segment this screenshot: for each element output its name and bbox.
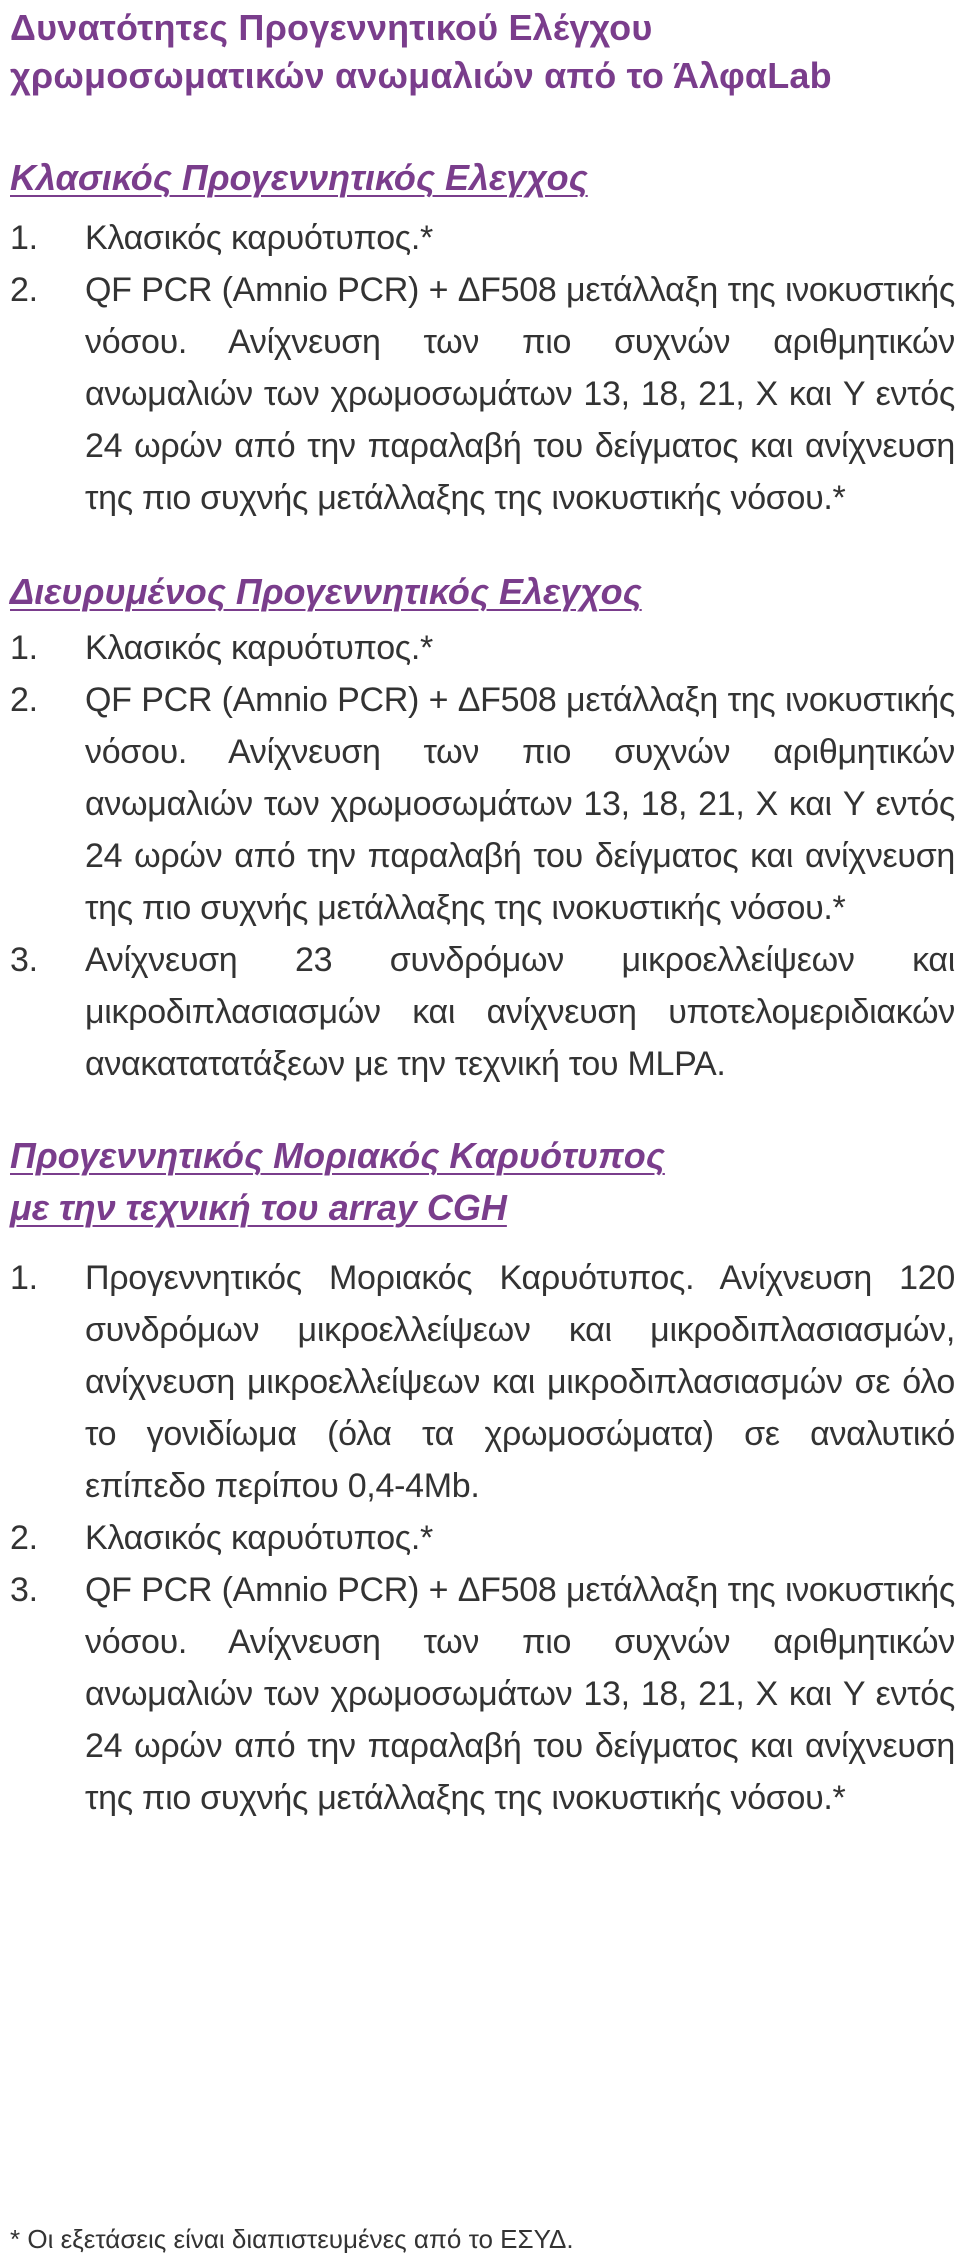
page-title [10, 0, 955, 100]
list-item [10, 674, 955, 934]
footnote: * Οι εξετάσεις είναι διαπιστευμένες από το ΕΣΥΔ. [10, 2224, 574, 2254]
section-extended-prenatal [10, 566, 955, 1090]
item-number: 1. [10, 629, 38, 667]
list-item [10, 622, 955, 674]
list-item [10, 1252, 955, 1512]
list-item [10, 212, 955, 264]
item-text: QF PCR (Amnio PCR) + ΔF508 μετάλλαξη της ινοκυστικής νόσου. Ανίχνευση των πιο συχνών αριθμητικών ανωμαλιών των χρωμοσωμάτων 13, 18, 21, X και Y εντός 24 ωρών από την παραλαβή του δείγματος και ανίχνευση της πιο συχνής μετάλλαξης της ινοκυστικής νόσου.* [85, 681, 955, 927]
list-item [10, 264, 955, 524]
item-number: 3. [10, 1571, 38, 1609]
molecular-items-list [10, 1252, 955, 1824]
section-heading-extended: Διευρυμένος Προγεννητικός Ελεγχος [10, 571, 642, 612]
section-heading-molecular-line-1: Προγεννητικός Μοριακός Καρυότυπος [10, 1135, 665, 1176]
section-classic-prenatal [10, 152, 955, 524]
item-number: 2. [10, 681, 38, 719]
section-heading-molecular-line-2: με την τεχνική του array CGH [10, 1187, 507, 1228]
item-number: 2. [10, 1519, 38, 1557]
item-number: 1. [10, 219, 38, 257]
list-item [10, 934, 955, 1090]
document-page [10, 0, 955, 1824]
extended-items-list [10, 622, 955, 1090]
item-text: QF PCR (Amnio PCR) + ΔF508 μετάλλαξη της ινοκυστικής νόσου. Ανίχνευση των πιο συχνών αριθμητικών ανωμαλιών των χρωμοσωμάτων 13, 18, 21, X και Y εντός 24 ωρών από την παραλαβή του δείγματος και ανίχνευση της πιο συχνής μετάλλαξης της ινοκυστικής νόσου.* [85, 271, 955, 517]
item-text: Προγεννητικός Μοριακός Καρυότυπος. Ανίχνευση 120 συνδρόμων μικροελλείψεων και μικροδιπλασιασμών, ανίχνευση μικροελλείψεων και μικροδιπλασιασμών σε όλο το γονιδίωμα (όλα τα χρωμοσώματα) σε αναλυτικό επίπεδο περίπου 0,4-4Mb. [85, 1259, 955, 1505]
list-item [10, 1512, 955, 1564]
item-text: Κλασικός καρυότυπος.* [85, 1519, 433, 1557]
item-text: Κλασικός καρυότυπος.* [85, 219, 433, 257]
page-title-line-2: χρωμοσωματικών ανωμαλιών από το ΆλφαLab [10, 55, 832, 96]
section-heading-molecular [10, 1130, 955, 1234]
classic-items-list [10, 212, 955, 524]
item-number: 1. [10, 1259, 38, 1297]
section-molecular-karyotype [10, 1130, 955, 1824]
item-text: Κλασικός καρυότυπος.* [85, 629, 433, 667]
item-number: 2. [10, 271, 38, 309]
page-title-line-1: Δυνατότητες Προγεννητικού Ελέγχου [10, 7, 653, 48]
list-item [10, 1564, 955, 1824]
item-text: Ανίχνευση 23 συνδρόμων μικροελλείψεων και μικροδιπλασιασμών και ανίχνευση υποτελομεριδιακών ανακατατατάξεων με την τεχνική του MLPA. [85, 941, 955, 1083]
item-number: 3. [10, 941, 38, 979]
section-heading-classic: Κλασικός Προγεννητικός Ελεγχος [10, 157, 588, 198]
item-text: QF PCR (Amnio PCR) + ΔF508 μετάλλαξη της ινοκυστικής νόσου. Ανίχνευση των πιο συχνών αριθμητικών ανωμαλιών των χρωμοσωμάτων 13, 18, 21, X και Y εντός 24 ωρών από την παραλαβή του δείγματος και ανίχνευση της πιο συχνής μετάλλαξης της ινοκυστικής νόσου.* [85, 1571, 955, 1817]
